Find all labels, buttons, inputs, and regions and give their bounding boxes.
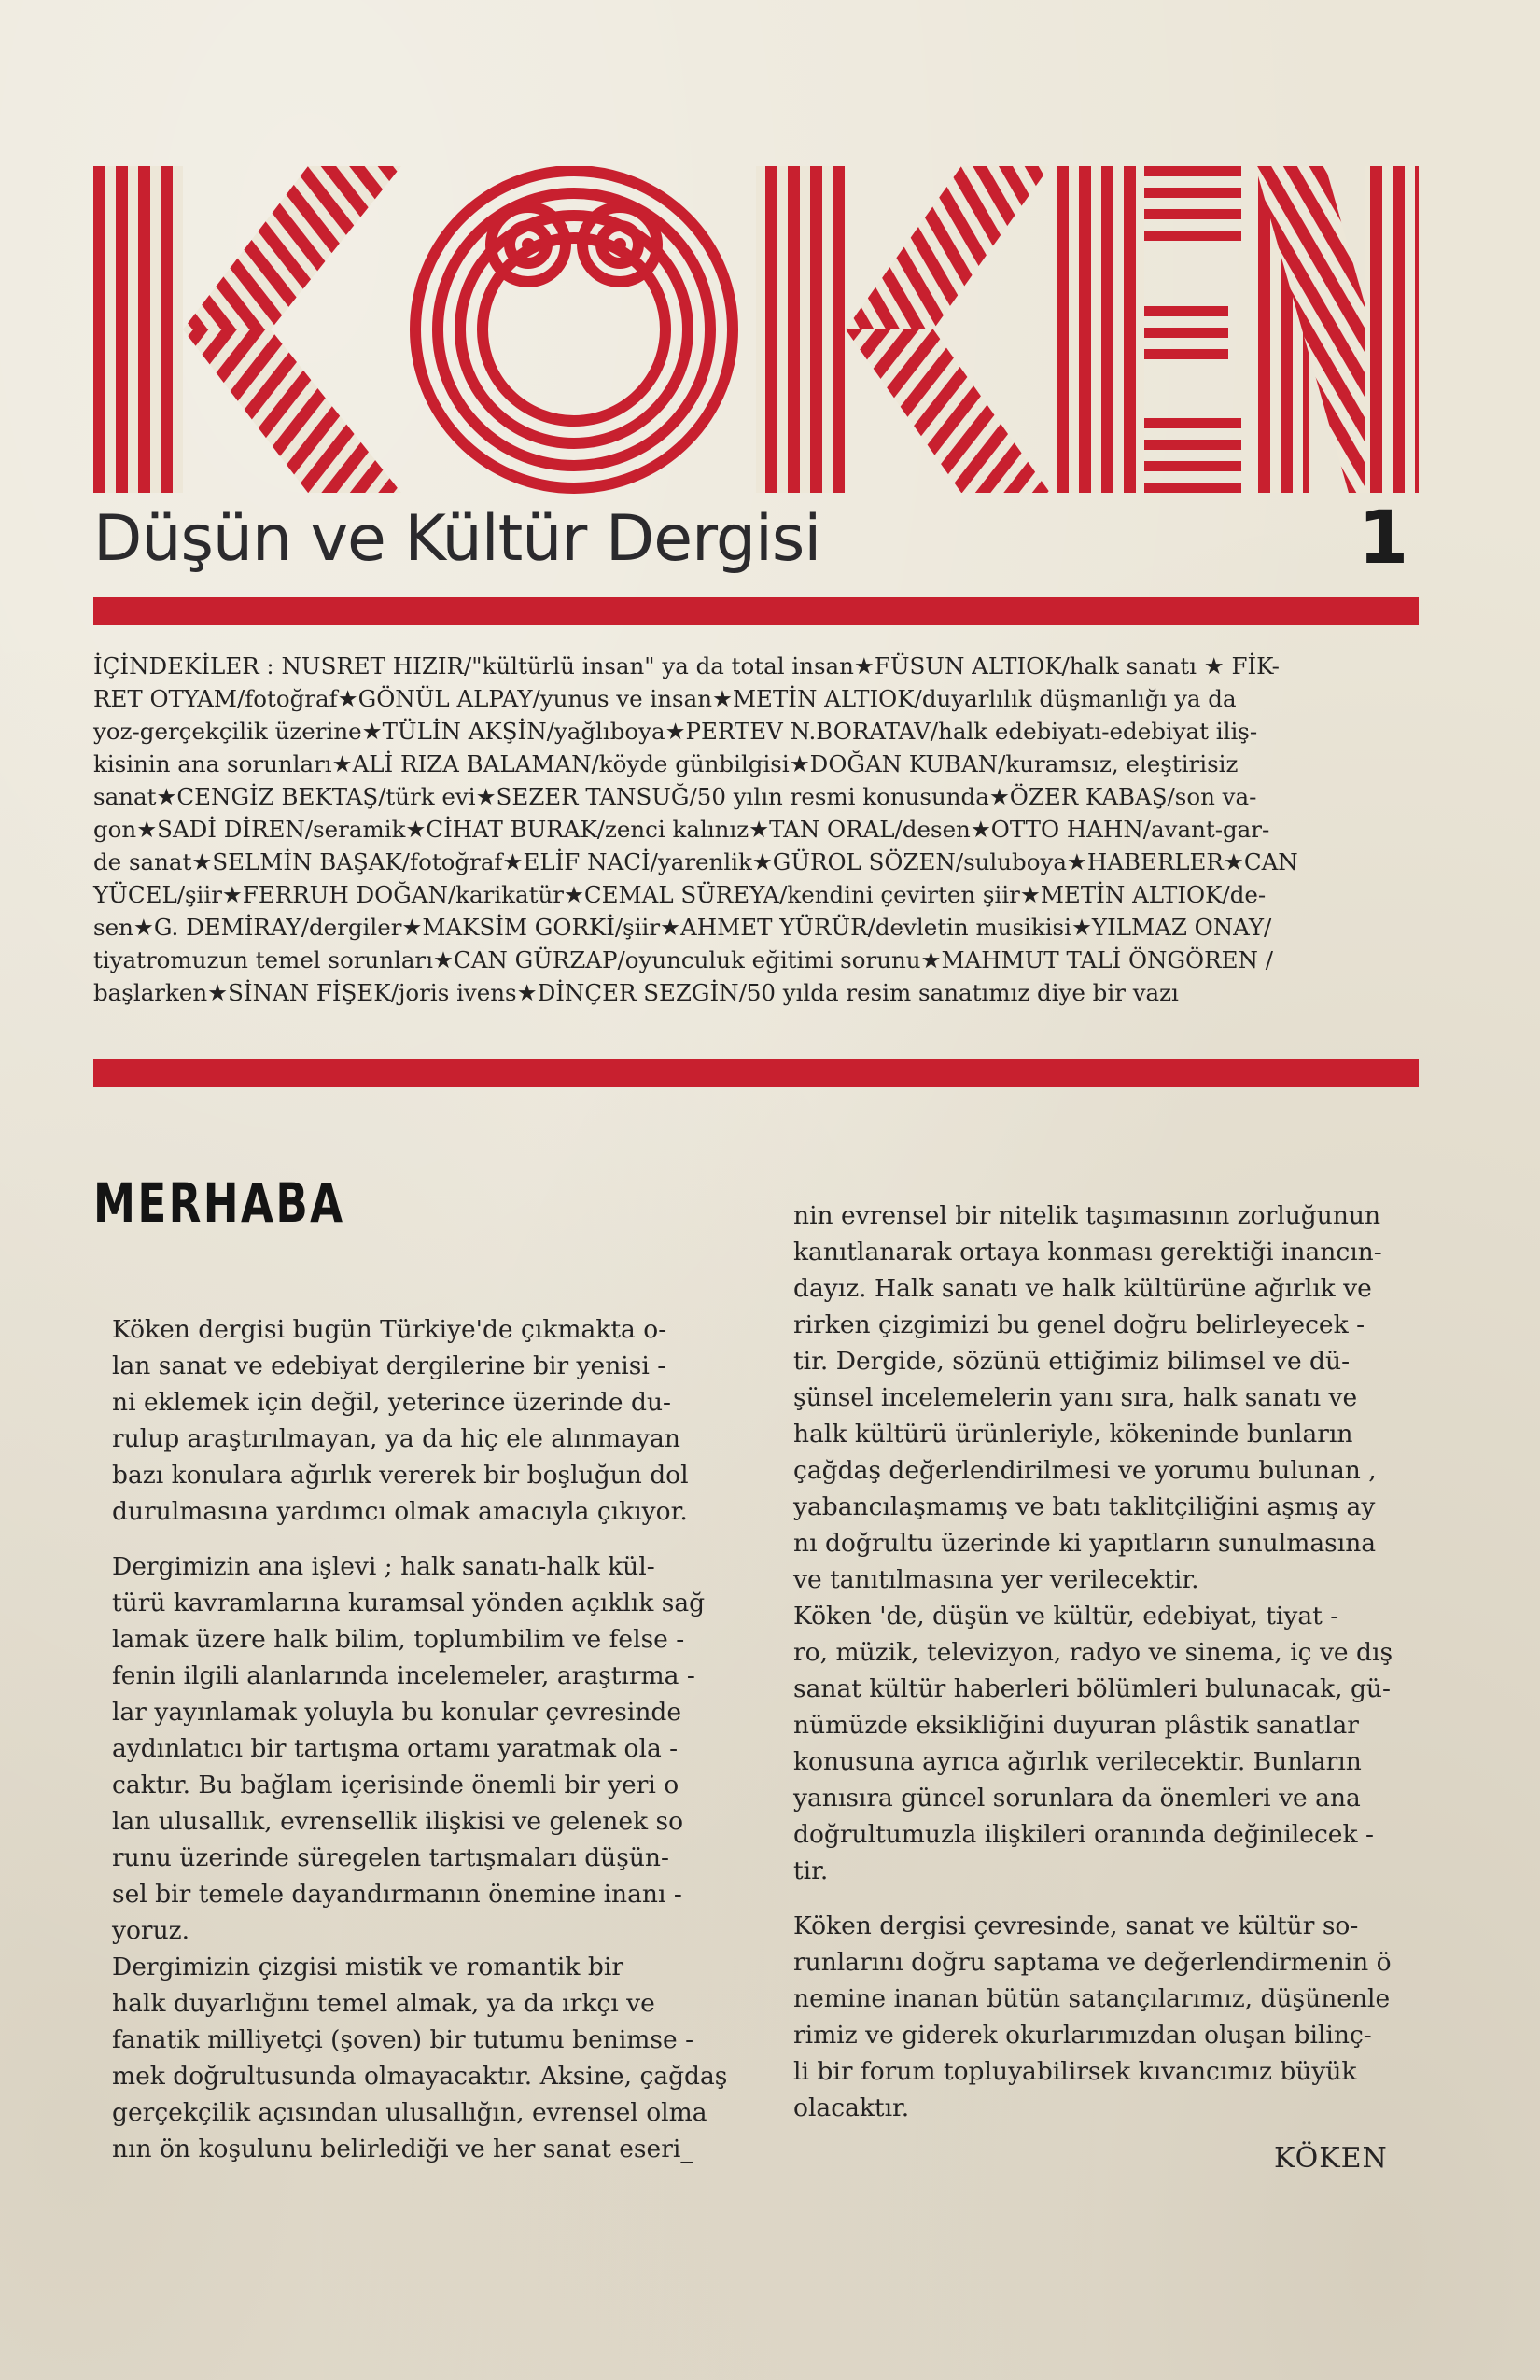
contents-line: RET OTYAM/fotoğraf★GÖNÜL ALPAY/yunus ve insan★METİN ALTIOK/duyarlılık düşmanlığı ya da	[93, 685, 1237, 712]
koken-logo	[93, 166, 1419, 502]
paragraph-gap	[112, 1530, 727, 1548]
article-line: halk kültürü ürünleriyle, kökeninde bunların	[793, 1420, 1353, 1449]
article-line: ro, müzik, televizyon, radyo ve sinema, iç ve dış	[793, 1638, 1393, 1667]
article-line: li bir forum topluyabilirsek kıvancımız büyük	[793, 2057, 1357, 2086]
article-line: nı doğrultu üzerinde ki yapıtların sunulmasına	[793, 1529, 1377, 1558]
article-line: Köken dergisi çevresinde, sanat ve kültür so-	[793, 1911, 1359, 1940]
article-line: doğrultumuzla ilişkileri oranında değinilecek -	[793, 1820, 1374, 1849]
article-line: lar yayınlamak yoluyla bu konular çevresinde	[112, 1698, 682, 1727]
article-line: durulmasına yardımcı olmak amacıyla çıkıyor.	[112, 1497, 688, 1526]
article-line: rimiz ve giderek okurlarımızdan oluşan bilinç-	[793, 2021, 1372, 2050]
contents-line: YÜCEL/şiir★FERRUH DOĞAN/karikatür★CEMAL SÜREYA/kendini çevirten şiir★METİN ALTIOK/de-	[93, 881, 1267, 908]
article-line: mek doğrultusunda olmayacaktır. Aksine, çağdaş	[112, 2062, 728, 2091]
red-divider-top	[93, 597, 1419, 625]
article-line: lan ulusallık, evrensellik ilişkisi ve gelenek so	[112, 1807, 684, 1836]
article-line: şünsel incelemelerin yanı sıra, halk sanatı ve	[793, 1383, 1358, 1412]
article-line: çağdaş değerlendirilmesi ve yorumu bulunan ,	[793, 1456, 1377, 1485]
article-right-column	[793, 1197, 1393, 2126]
contents-line: gon★SADİ DİREN/seramik★CİHAT BURAK/zenci kalınız★TAN ORAL/desen★OTTO HAHN/avant-gar-	[93, 816, 1270, 843]
article-line: Dergimizin ana işlevi ; halk sanatı-halk kül-	[112, 1552, 655, 1581]
article-line: lan sanat ve edebiyat dergilerine bir yenisi -	[112, 1351, 666, 1380]
issue-number: 1	[1358, 497, 1409, 581]
article-line: nümüzde eksikliğini duyuran plâstik sanatlar	[793, 1711, 1359, 1740]
article-heading: MERHABA	[93, 1171, 345, 1235]
article-signature: KÖKEN	[1274, 2142, 1388, 2175]
article-line: sel bir temele dayandırmanın önemine inanı -	[112, 1880, 682, 1909]
article-line: fenin ilgili alanlarında incelemeler, araştırma -	[112, 1661, 695, 1690]
contents-line: kisinin ana sorunları★ALİ RIZA BALAMAN/köyde günbilgisi★DOĞAN KUBAN/kuramsız, eleştirisiz	[93, 750, 1239, 777]
contents-line: tiyatromuzun temel sorunları★CAN GÜRZAP/oyunculuk eğitimi sorunu★MAHMUT TALİ ÖNGÖREN /	[93, 946, 1273, 973]
article-line: Köken 'de, düşün ve kültür, edebiyat, tiyat -	[793, 1602, 1339, 1631]
article-line: ni eklemek için değil, yeterince üzerinde du-	[112, 1388, 671, 1417]
contents-line: sen★G. DEMİRAY/dergiler★MAKSİM GORKİ/şiir★AHMET YÜRÜR/devletin musikisi★YILMAZ ONAY/	[93, 914, 1272, 941]
article-line: nemine inanan bütün satançılarımız, düşünenle	[793, 1984, 1391, 2013]
article-line: yabancılaşmamış ve batı taklitçiliğini aşmış ay	[793, 1492, 1376, 1521]
article-line: runu üzerinde süregelen tartışmaları düşün-	[112, 1843, 669, 1872]
article-line: bazı konulara ağırlık vererek bir boşluğun dol	[112, 1461, 689, 1490]
article-line: yoruz.	[112, 1916, 190, 1945]
article-line: lamak üzere halk bilim, toplumbilim ve felse -	[112, 1625, 685, 1654]
article-line: olacaktır.	[793, 2093, 910, 2122]
article-line: ve tanıtılmasına yer verilecektir.	[793, 1565, 1199, 1594]
article-line: rirken çizgimizi bu genel doğru belirleyecek -	[793, 1310, 1365, 1339]
article-line: caktır. Bu bağlam içerisinde önemli bir yeri o	[112, 1771, 679, 1799]
article-line: kanıtlanarak ortaya konması gerektiği inancın-	[793, 1238, 1382, 1267]
paragraph-gap	[793, 1889, 1393, 1908]
article-line: nin evrensel bir nitelik taşımasının zorluğunun	[793, 1201, 1381, 1230]
article-line: tir.	[793, 1856, 829, 1885]
article-line: halk duyarlığını temel almak, ya da ırkçı ve	[112, 1989, 655, 2018]
magazine-subtitle: Düşün ve Kültür Dergisi	[93, 502, 821, 576]
article-line: Dergimizin çizgisi mistik ve romantik bir	[112, 1953, 623, 1981]
article-line: konusuna ayrıca ağırlık verilecektir. Bunların	[793, 1747, 1362, 1776]
article-line: aydınlatıcı bir tartışma ortamı yaratmak ola -	[112, 1734, 679, 1763]
article-line: Köken dergisi bugün Türkiye'de çıkmakta o-	[112, 1315, 667, 1344]
article-line: türü kavramlarına kuramsal yönden açıklık sağ	[112, 1589, 706, 1617]
article-line: nın ön koşulunu belirlediği ve her sanat eseri_	[112, 2135, 693, 2163]
contents-line: yoz-gerçekçilik üzerine★TÜLİN AKŞİN/yağlıboya★PERTEV N.BORATAV/halk edebiyatı-edebiyat iliş-	[93, 718, 1258, 745]
article-line: sanat kültür haberleri bölümleri bulunacak, gü-	[793, 1674, 1391, 1703]
red-divider-bottom	[93, 1059, 1419, 1087]
article-line: gerçekçilik açısından ulusallığın, evrensel olma	[112, 2098, 707, 2127]
article-line: dayız. Halk sanatı ve halk kültürüne ağırlık ve	[793, 1274, 1372, 1303]
article-line: tir. Dergide, sözünü ettiğimiz bilimsel ve dü-	[793, 1347, 1351, 1376]
contents-line: sanat★CENGİZ BEKTAŞ/türk evi★SEZER TANSUĞ/50 yılın resmi konusunda★ÖZER KABAŞ/son va-	[93, 783, 1257, 810]
contents-line: de sanat★SELMİN BAŞAK/fotoğraf★ELİF NACİ/yarenlik★GÜROL SÖZEN/suluboya★HABERLER★CAN	[93, 848, 1298, 875]
article-left-column	[112, 1311, 727, 2167]
contents-line: İÇİNDEKİLER : NUSRET HIZIR/"kültürlü insan" ya da total insan★FÜSUN ALTIOK/halk sanatı ★ FİK-	[93, 652, 1280, 679]
article-line: yanısıra güncel sorunlara da önemleri ve ana	[793, 1784, 1361, 1813]
article-line: fanatik milliyetçi (şoven) bir tutumu benimse -	[112, 2025, 694, 2054]
article-line: rulup araştırılmayan, ya da hiç ele alınmayan	[112, 1424, 680, 1453]
contents-line: başlarken★SİNAN FİŞEK/joris ivens★DİNÇER SEZGİN/50 yılda resim sanatımız diye bir vazı	[93, 979, 1179, 1006]
table-of-contents	[93, 650, 1437, 1009]
article-line: runlarını doğru saptama ve değerlendirmenin ö	[793, 1948, 1392, 1977]
